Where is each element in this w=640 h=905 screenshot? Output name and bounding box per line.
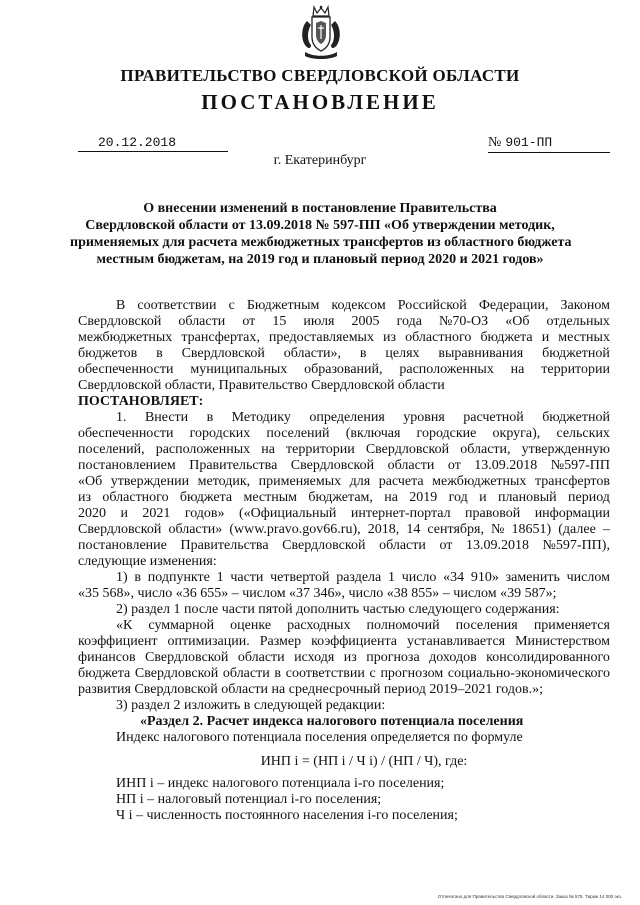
sub2-quote-line: «К суммарной оценке расходных полномочий поселения применяется: [116, 618, 610, 633]
item1-line: поселений, расположенных на территории Свердловской области, утвержденную: [78, 442, 610, 457]
sub2-quote-line: бюджета Свердловской области в соответствии с прогнозом социально-экономического: [78, 666, 610, 681]
document-number: [488, 135, 610, 153]
subject-line: применяемых для расчета межбюджетных трансфертов из областного бюджета: [70, 235, 572, 250]
preamble-line: бюджетов в Свердловской области», в целях выравнивания бюджетной: [78, 346, 610, 361]
sub2-quote-line: коэффициент оптимизации. Размер коэффициента устанавливается Министерством: [78, 634, 610, 649]
sub2-intro: 2) раздел 1 после части пятой дополнить частью следующего содержания:: [116, 602, 560, 617]
item1-line: следующие изменения:: [78, 554, 217, 569]
item1-line: из областного бюджета местным бюджетам, на 2019 год и плановый период: [78, 490, 610, 505]
resolves-heading: ПОСТАНОВЛЯЕТ:: [78, 394, 204, 409]
sub1-line: 1) в подпункте 1 части четвертой раздела 1 число «34 910» заменить числом: [116, 570, 610, 585]
item1-line: 1. Внести в Методику определения уровня расчетной бюджетной: [116, 410, 610, 425]
preamble-line: Свердловской области от 15 июля 2005 года №70-ОЗ «Об отдельных: [78, 314, 610, 329]
item1-line: обеспеченности городских поселений (включая городские округа), сельских: [78, 426, 610, 441]
definition-line: ИНП i – индекс налогового потенциала i-го поселения;: [116, 776, 445, 791]
sub1-line: «35 568», число «36 655» – числом «37 346», число «38 855» – числом «39 587»;: [78, 586, 557, 601]
preamble-line: межбюджетных трансфертах, предоставляемых из областного бюджета и местных: [78, 330, 610, 345]
item1-line: постановление Правительства Свердловской области от 13.09.2018 №597-ПП),: [78, 538, 610, 553]
document-subject: [70, 200, 570, 268]
document-date: 20.12.2018: [78, 135, 228, 152]
number-value: 901-ПП: [505, 135, 553, 150]
tax-potential-formula: ИНП i = (НП i / Ч i) / (НП / Ч), где:: [260, 754, 468, 769]
subject-line: Свердловской области от 13.09.2018 № 597-ПП «Об утверждении методик,: [85, 218, 555, 233]
preamble-line: обеспеченности муниципальных образований, расположенных на территории: [78, 362, 610, 377]
sub3-intro: 3) раздел 2 изложить в следующей редакции:: [116, 698, 386, 713]
print-note: Отпечатано для Правительства Свердловской области. Заказ № 575. Тираж 14 000 экз.: [437, 894, 622, 899]
item1-line: 2020 и 2021 годов» («Официальный интернет-портал правовой информации: [78, 506, 610, 521]
section2-title: «Раздел 2. Расчет индекса налогового потенциала поселения: [140, 714, 524, 729]
preamble-line: Свердловской области, Правительство Свердловской области: [78, 378, 445, 393]
item1-line: постановлением Правительства Свердловской области от 13.09.2018 №597-ПП: [78, 458, 610, 473]
item1-line: Свердловской области» (www.pravo.gov66.ru), 2018, 14 сентября, № 18651) (далее –: [78, 522, 610, 537]
sub2-quote-line: финансов Свердловской области исходя из прогноза доходов консолидированного: [78, 650, 610, 665]
number-sign: №: [488, 135, 502, 150]
coat-of-arms-emblem: [299, 5, 343, 61]
document-type-title: ПОСТАНОВЛЕНИЕ: [201, 90, 439, 114]
item1-line: «Об утверждении методик, применяемых для расчета межбюджетных трансфертов: [78, 474, 610, 489]
subject-line: местным бюджетам, на 2019 год и плановый период 2020 и 2021 годов»: [96, 252, 544, 267]
section2-intro: Индекс налогового потенциала поселения определяется по формуле: [116, 730, 523, 745]
government-title: ПРАВИТЕЛЬСТВО СВЕРДЛОВСКОЙ ОБЛАСТИ: [120, 66, 520, 85]
preamble-line: В соответствии с Бюджетным кодексом Российской Федерации, Законом: [116, 298, 610, 313]
sub2-quote-line: развития Свердловской области на среднесрочный период 2019–2021 годов.»;: [78, 682, 543, 697]
definition-line: НП i – налоговый потенциал i-го поселения;: [116, 792, 382, 807]
definition-line: Ч i – численность постоянного населения i-го поселения;: [116, 808, 458, 823]
document-body: [78, 298, 610, 824]
city-name: г. Екатеринбург: [273, 153, 367, 168]
subject-line: О внесении изменений в постановление Правительства: [143, 201, 497, 216]
